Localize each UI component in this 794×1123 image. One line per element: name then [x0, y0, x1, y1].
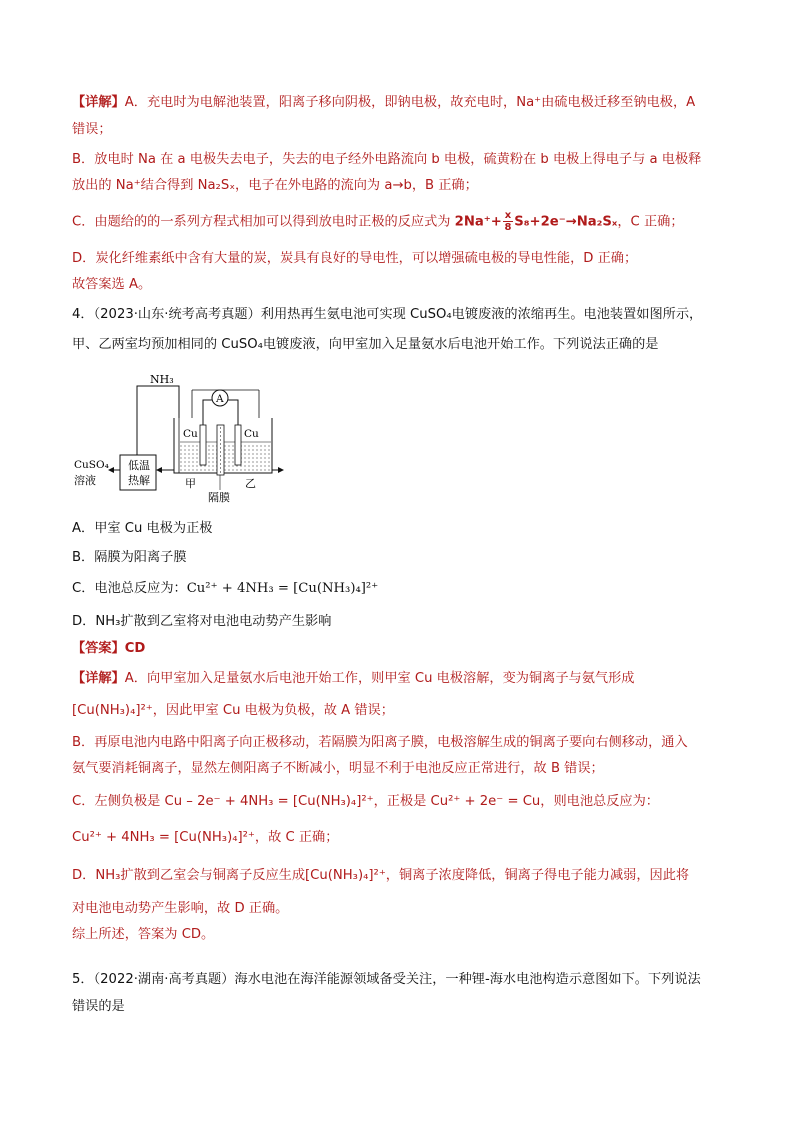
detail-c-equation-a: 2Na⁺+	[454, 214, 502, 230]
detail-label: 【详解】	[72, 671, 125, 686]
q5-stem-line2: 错误的是	[72, 999, 125, 1014]
q4-detail-d-line2: 对电池电动势产生影响，故 D 正确。	[72, 901, 289, 916]
q3-detail-b-line2: 放出的 Na⁺结合得到 Na₂Sₓ，电子在外电路的流向为 a→b，B 正确；	[72, 178, 478, 193]
q5-stem-line1: 5．（2022·湖南·高考真题）海水电池在海洋能源领域备受关注，一种锂-海水电池构造示意图如下。下列说法	[72, 972, 701, 987]
box-label-2: 热解	[128, 474, 150, 487]
electrochemical-cell-diagram	[72, 370, 287, 505]
chamber-jia-label: 甲	[185, 477, 196, 490]
chamber-yi-label: 乙	[245, 477, 256, 490]
q4-detail-a-line1	[72, 670, 634, 688]
q3-detail-c-line	[72, 210, 684, 233]
detail-label: 【详解】	[72, 95, 125, 110]
box-label-1: 低温	[128, 459, 150, 472]
ammeter-label: A	[216, 393, 224, 405]
nh3-label: NH₃	[150, 373, 174, 386]
wire-right	[231, 400, 238, 425]
option-c-prefix: C．电池总反应为：	[72, 581, 187, 596]
q4-option-d: D．NH₃扩散到乙室将对电池电动势产生影响	[72, 614, 332, 629]
detail-c-prefix: C．由题给的的一系列方程式相加可以得到放电时正极的反应式为	[72, 214, 451, 230]
option-c-equation: Cu²⁺ + 4NH₃ = [Cu(NH₃)₄]²⁺	[186, 581, 379, 596]
q3-detail-a-line1	[72, 94, 695, 112]
q4-stem-line2: 甲、乙两室均预加相同的 CuSO₄电镀废液，向甲室加入足量氨水后电池开始工作。下列说法正确的是	[72, 337, 659, 352]
membrane-label: 隔膜	[208, 491, 230, 504]
detail-c-fraction	[503, 210, 513, 233]
q4-detail-b-line2: 氨气要消耗铜离子，显然左侧阳离子不断减小，明显不利于电池反应正常进行，故 B 错误；	[72, 761, 604, 776]
q3-detail-a-line2: 错误；	[72, 122, 112, 137]
q4-detail-d-line1: D．NH₃扩散到乙室会与铜离子反应生成[Cu(NH₃)₄]²⁺，铜离子浓度降低，铜离子得电子能力减弱，因此将	[72, 868, 690, 883]
right-cu-electrode	[235, 425, 241, 465]
q4-detail-b-line1: B．再原电池内电路中阳离子向正极移动，若隔膜为阳离子膜，电极溶解生成的铜离子要向右侧移动，通入	[72, 735, 688, 750]
detail-c-suffix: ，C 正确；	[617, 214, 684, 230]
q3-conclusion: 故答案选 A。	[72, 277, 152, 292]
solution-hatching	[180, 446, 271, 470]
cuso4-label-2: 溶液	[74, 474, 96, 487]
detail-c-equation-b: S₈+2e⁻→Na₂Sₓ	[514, 214, 618, 230]
q4-answer: 【答案】CD	[72, 641, 146, 656]
q4-option-a: A．甲室 Cu 电极为正极	[72, 521, 213, 536]
fraction-denominator: 8	[504, 222, 512, 233]
cuso4-label-1: CuSO₄	[74, 459, 109, 471]
left-cu-electrode	[200, 425, 206, 465]
detail-a-text: A．充电时为电解池装置，阳离子移向阴极，即钠电极，故充电时，Na⁺由硫电极迁移至钠电极，A	[124, 95, 696, 110]
wire-left	[203, 400, 209, 425]
q4-detail-a-line2: [Cu(NH₃)₄]²⁺，因此甲室 Cu 电极为负极，故 A 错误；	[72, 703, 394, 718]
q4-stem-line1: 4．（2023·山东·统考高考真题）利用热再生氨电池可实现 CuSO₄电镀废液的浓缩再生。电池装置如图所示，	[72, 307, 703, 322]
q4-detail-c-line1: C．左侧负极是 Cu – 2e⁻ + 4NH₃ = [Cu(NH₃)₄]²⁺，正极是 Cu²⁺ + 2e⁻ = Cu，则电池总反应为：	[72, 794, 659, 809]
detail-a-text: A．向甲室加入足量氨水后电池开始工作，则甲室 Cu 电极溶解，变为铜离子与氨气形成	[124, 671, 635, 686]
q4-option-c	[72, 580, 378, 598]
left-cu-label: Cu	[183, 428, 198, 440]
q4-detail-c-line2: Cu²⁺ + 4NH₃ = [Cu(NH₃)₄]²⁺，故 C 正确；	[72, 830, 339, 845]
q3-detail-b-line1: B．放电时 Na 在 a 电极失去电子，失去的电子经外电路流向 b 电极，硫黄粉在 b 电极上得电子与 a 电极释	[72, 152, 702, 167]
nh3-pipe	[137, 386, 179, 455]
fraction-numerator: x	[504, 210, 512, 221]
q4-option-b: B．隔膜为阳离子膜	[72, 550, 187, 565]
right-cu-label: Cu	[244, 428, 259, 440]
q3-detail-d-line: D．炭化纤维素纸中含有大量的炭，炭具有良好的导电性，可以增强硫电极的导电性能，D 正确；	[72, 251, 638, 266]
q4-conclusion: 综上所述，答案为 CD。	[72, 927, 215, 942]
